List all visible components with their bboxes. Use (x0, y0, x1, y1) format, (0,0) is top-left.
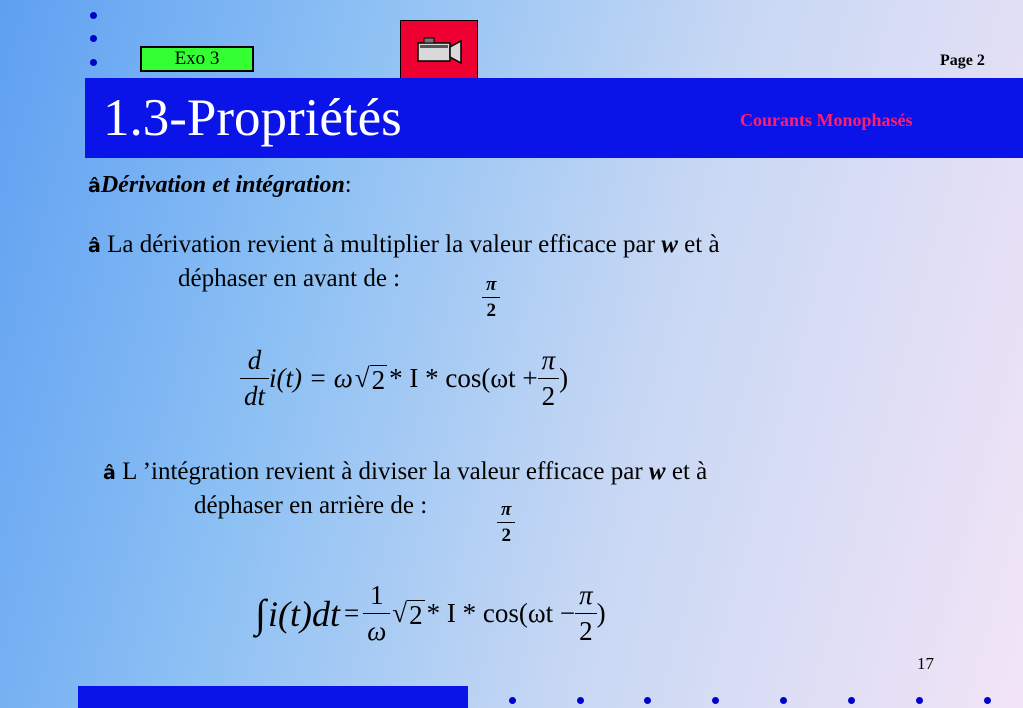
integration-line1: L ’intégration revient à diviser la valeur efficace par (122, 458, 649, 485)
title-bar (85, 78, 1023, 158)
slide-number: 17 (917, 654, 934, 673)
derivation-line1-end: et à (677, 231, 720, 258)
derivation-line2: déphaser en avant de : (178, 265, 401, 292)
course-subtitle: Courants Monophasés (740, 110, 913, 130)
pi-over-two: $\frac{\pi}{2}$ (540, 345, 558, 412)
integration-line1-end: et à (665, 458, 708, 485)
decor-dot (577, 697, 584, 704)
one-over-omega: $\frac{1}{\omega}$ (365, 580, 388, 647)
derivation-text (88, 228, 948, 263)
formula-lhs: i(t) = ω (269, 363, 353, 393)
pi-symbol: π (486, 274, 497, 295)
video-camera-button[interactable] (400, 20, 478, 80)
page-title: 1.3-Propriétés (103, 89, 402, 147)
bullet-arrow: â (88, 175, 101, 197)
derivative-operator: $\frac{d}{dt}$ (242, 345, 267, 412)
decor-dot (509, 697, 516, 704)
denominator: 2 (497, 522, 515, 547)
denominator: 2 (482, 297, 500, 322)
phase-fraction (497, 500, 515, 547)
formula-mid: * I * cos(ωt − (426, 598, 576, 628)
page-label: Page 2 (940, 52, 985, 69)
decor-dot (984, 697, 991, 704)
omega-w: w (648, 458, 666, 485)
phase-fraction (482, 275, 500, 322)
formula-lhs: i(t)dt (267, 593, 340, 634)
bullet-arrow: â (88, 235, 101, 257)
formula-close: ) (596, 598, 606, 628)
derivation-formula (240, 345, 568, 412)
integration-line2: déphaser en arrière de : (194, 492, 428, 519)
integral-sign: ∫ (255, 590, 266, 636)
formula-mid: * I * cos(ωt + (389, 363, 538, 393)
video-camera-icon (401, 21, 479, 81)
decor-dot (848, 697, 855, 704)
integration-text (103, 455, 963, 490)
omega-w: w (661, 231, 678, 258)
bullet-arrow: â (103, 462, 116, 484)
derivation-line1: La dérivation revient à multiplier la valeur efficace par (107, 231, 662, 258)
decor-dot (780, 697, 787, 704)
decor-dot (916, 697, 923, 704)
decor-dot (644, 697, 651, 704)
heading-suffix: : (344, 172, 352, 198)
pi-symbol: π (501, 499, 512, 520)
formula-close: ) (559, 363, 569, 393)
sqrt-two: √ 2 (354, 363, 386, 395)
decor-dot (90, 35, 97, 42)
integration-formula (255, 580, 606, 647)
decor-dot (90, 12, 97, 19)
equals-sign: = (343, 598, 360, 628)
footer-bar (78, 686, 468, 708)
exo-3-button[interactable]: Exo 3 (140, 46, 254, 72)
sqrt-two: √ 2 (392, 598, 423, 630)
heading-text: Dérivation et intégration (100, 172, 345, 198)
decor-dot (90, 59, 97, 66)
decor-dot (712, 697, 719, 704)
section-heading (88, 172, 352, 199)
pi-over-two: $\frac{\pi}{2}$ (577, 580, 595, 647)
